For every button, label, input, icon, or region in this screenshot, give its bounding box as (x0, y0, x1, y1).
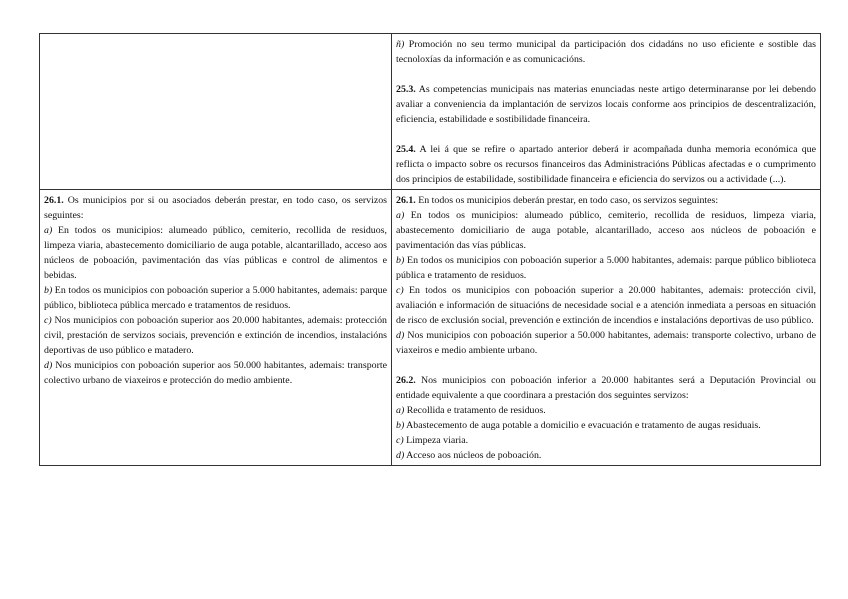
list-item (44, 313, 387, 358)
item-text: Limpeza viaria. (403, 435, 469, 446)
paragraph-26-1-heading (44, 193, 387, 223)
item-letter: b) (396, 255, 405, 266)
article-number: 26.2. (396, 375, 416, 386)
comparison-table (39, 33, 821, 466)
item-letter: b) (396, 420, 405, 431)
paragraph-text: En todos os municipios deberán prestar, en todo caso, os servizos seguintes: (415, 195, 719, 206)
list-item (396, 418, 816, 433)
paragraph-25-3 (396, 82, 816, 127)
item-text: Acceso aos núcleos de poboación. (404, 450, 542, 461)
item-letter: ñ) (396, 39, 405, 50)
list-item (44, 283, 387, 313)
table-row (40, 34, 821, 190)
item-text: En todos os municipios: alumeado público, cemiterio, recollida de residuos, limpeza viaria, abastecemento domiciliario de auga potable, alcantarillado, acceso aos núcleos de poboación, pavimentación das vías públicas e control de alimentos e bebidas. (44, 225, 387, 281)
list-item (396, 253, 816, 283)
item-letter: a) (396, 210, 405, 221)
paragraph-text: A lei á que se refire o apartado anterior deberá ir acompañada dunha memoria económica que reflicta o impacto sobre os recursos financeiros das Administracións Públicas afectadas e o cumprimento dos principios de estabilidade, sostibilidade financeira e eficiencia do servizos ou a actividade (...). (396, 144, 816, 185)
paragraph-26-2-heading (396, 373, 816, 403)
item-letter: a) (396, 405, 405, 416)
list-item (396, 208, 816, 253)
item-text: Nos municipios con poboación superior a 50.000 habitantes, ademais: transporte colectivo, urbano de viaxeiros e medio ambiente urbano. (396, 330, 816, 356)
list-item (44, 358, 387, 388)
item-text: En todos os municipios con poboación superior a 5.000 habitantes, ademais: parque público, biblioteca pública mercado e tratamentos de residuos. (44, 285, 387, 311)
item-letter: d) (396, 330, 405, 341)
list-item (396, 403, 816, 418)
paragraph-26-1-heading (396, 193, 816, 208)
item-text: En todos os municipios: alumeado público, cemiterio, recollida de residuos, limpeza viaria, abastecemento domiciliario de auga potable, alcantarillado, acceso aos núcleos de poboación e pavimentación das vías públicas. (396, 210, 816, 251)
item-text: Recollida e tratamento de residuos. (404, 405, 546, 416)
list-item (396, 433, 816, 448)
article-number: 25.4. (396, 144, 416, 155)
article-number: 26.1. (396, 195, 416, 206)
table-row (40, 190, 821, 466)
list-item (396, 448, 816, 463)
item-text: Nos municipios con poboación superior aos 20.000 habitantes, ademais: protección civil, prestación de servizos sociais, prevención e extinción de incendios, instalacións deportivas de uso público e matadero. (44, 315, 387, 356)
list-item (44, 223, 387, 283)
item-text: Abastecemento de auga potable a domicilio e evacuación e tratamento de augas residuais. (404, 420, 761, 431)
paragraph-25-4 (396, 142, 816, 187)
item-letter: c) (396, 285, 404, 296)
article-number: 25.3. (396, 84, 416, 95)
left-cell-article-26-old (40, 190, 392, 466)
article-number: 26.1. (44, 195, 64, 206)
paragraph-text: Promoción no seu termo municipal da participación dos cidadáns no uso eficiente e sostible das tecnoloxías da información e as comunicacións. (396, 39, 816, 65)
item-text: En todos os municipios con poboación superior a 5.000 habitantes, ademais: parque público biblioteca pública e tratamento de residuos. (396, 255, 816, 281)
left-cell-empty (40, 34, 392, 190)
item-letter: d) (396, 450, 405, 461)
paragraph-text: Nos municipios con poboación inferior a 20.000 habitantes será a Deputación Provincial ou entidade equivalente a que coordinara a prestación dos seguintes servizos: (396, 375, 816, 401)
item-letter: a) (44, 225, 53, 236)
list-item (396, 283, 816, 328)
item-text: En todos os municipios con poboación superior a 20.000 habitantes, ademais: protección civil, avaliación e información de situacións de necesidade social e a atención inmediata a persoas en situación de risco de exclusión social, prevención e extinción de incendios e instalacións deportivas de uso público. (396, 285, 816, 326)
item-letter: c) (396, 435, 404, 446)
item-letter: c) (44, 315, 52, 326)
paragraph-25-2-n (396, 37, 816, 67)
right-cell-article-25 (392, 34, 821, 190)
paragraph-text: As competencias municipais nas materias enunciadas neste artigo determinaranse por lei debendo avaliar a conveniencia da implantación de servizos locais conforme aos principios de descentralización, eficiencia, estabilidade e sostibilidade financeira. (396, 84, 816, 125)
item-letter: b) (44, 285, 53, 296)
paragraph-text: Os municipios por si ou asociados deberán prestar, en todo caso, os servizos seguintes: (44, 195, 387, 221)
list-item (396, 328, 816, 358)
item-letter: d) (44, 360, 53, 371)
item-text: Nos municipios con poboación superior aos 50.000 habitantes, ademais: transporte colectivo urbano de viaxeiros e protección do medio ambiente. (44, 360, 387, 386)
right-cell-article-26-new (392, 190, 821, 466)
